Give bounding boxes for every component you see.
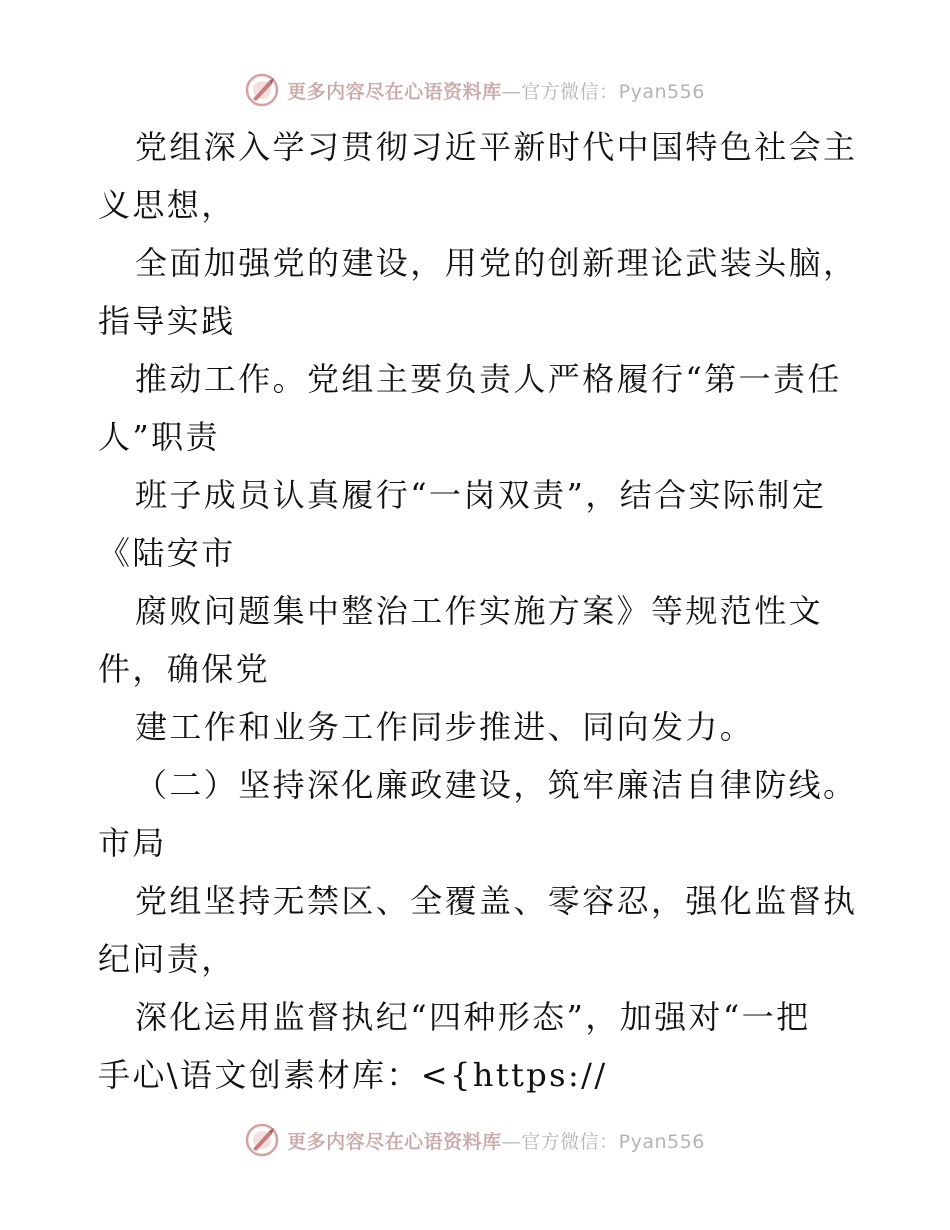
watermark-brand: 更多内容尽在心语资料库: [287, 1130, 502, 1153]
text-line: 党组深入学习贯彻习近平新时代中国特色社会主: [135, 128, 858, 166]
watermark-wechat: 官方微信：Pyan556: [521, 80, 705, 103]
text-line: 党组坚持无禁区、全覆盖、零容忍，强化监督执: [135, 882, 858, 920]
text-line: 义思想，: [98, 186, 236, 224]
text-line: 指导实践: [98, 302, 236, 340]
watermark-brand: 更多内容尽在心语资料库: [287, 80, 502, 103]
text-line: 手心\语文创素材库：<{https://: [98, 1056, 608, 1094]
text-line: 件，确保党: [98, 650, 271, 688]
text-line: 人”职责: [98, 418, 220, 456]
text-line: 全面加强党的建设，用党的创新理论武装头脑，: [135, 244, 858, 282]
text-line: （二）坚持深化廉政建设，筑牢廉洁自律防线。: [135, 766, 858, 804]
text-line: 纪问责，: [98, 940, 236, 978]
watermark-separator: —: [501, 80, 522, 103]
watermark-wechat: 官方微信：Pyan556: [521, 1130, 705, 1153]
quill-logo-icon: [245, 1123, 279, 1157]
text-line: 推动工作。党组主要负责人严格履行“第一责任: [135, 360, 842, 398]
text-line: 《陆安市: [98, 534, 236, 572]
text-line: 腐败问题集中整治工作实施方案》等规范性文: [135, 592, 824, 630]
text-line: 班子成员认真履行“一岗双责”，结合实际制定: [135, 476, 827, 514]
header-watermark: [0, 70, 950, 110]
quill-logo-icon: [245, 73, 279, 107]
document-body: [98, 118, 858, 1104]
watermark-separator: —: [501, 1130, 522, 1153]
text-line: 市局: [98, 824, 167, 862]
text-line: 深化运用监督执纪“四种形态”，加强对“一把: [135, 998, 811, 1036]
text-line: 建工作和业务工作同步推进、同向发力。: [135, 708, 755, 746]
footer-watermark: [0, 1120, 950, 1160]
